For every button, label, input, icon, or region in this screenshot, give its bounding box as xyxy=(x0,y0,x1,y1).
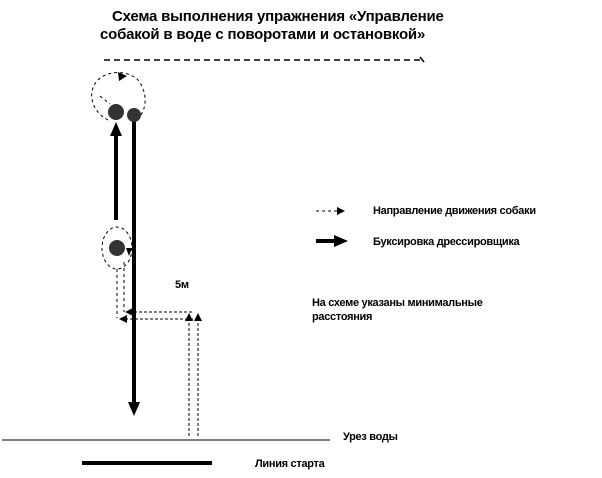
top-left-position-dot xyxy=(108,104,124,120)
title-line-1: Схема выполнения упражнения «Управление xyxy=(112,8,444,25)
legend-solid-arrowhead xyxy=(334,235,348,247)
title-line-2: собакой в воде с поворотами и остановкой» xyxy=(100,26,426,43)
stop-position-dot xyxy=(109,240,125,256)
top-turn-arrowhead xyxy=(118,72,127,81)
distance-label: 5м xyxy=(175,279,189,291)
water-edge-label: Урез воды xyxy=(343,431,398,443)
legend-solid-label: Буксировка дрессировщика xyxy=(373,236,520,248)
top-right-position-dot xyxy=(127,108,141,122)
trainer-tow-up-arrowhead xyxy=(110,122,122,136)
note-line-2: расстояния xyxy=(312,311,373,323)
trainer-tow-down-arrowhead xyxy=(128,402,140,416)
start-line-label: Линия старта xyxy=(255,458,325,470)
title-underline-tick xyxy=(420,57,424,62)
top-turn-inner-dash xyxy=(100,96,110,104)
legend-dashed-label: Направление движения собаки xyxy=(373,205,536,217)
note-line-1: На схеме указаны минимальные xyxy=(312,297,483,309)
